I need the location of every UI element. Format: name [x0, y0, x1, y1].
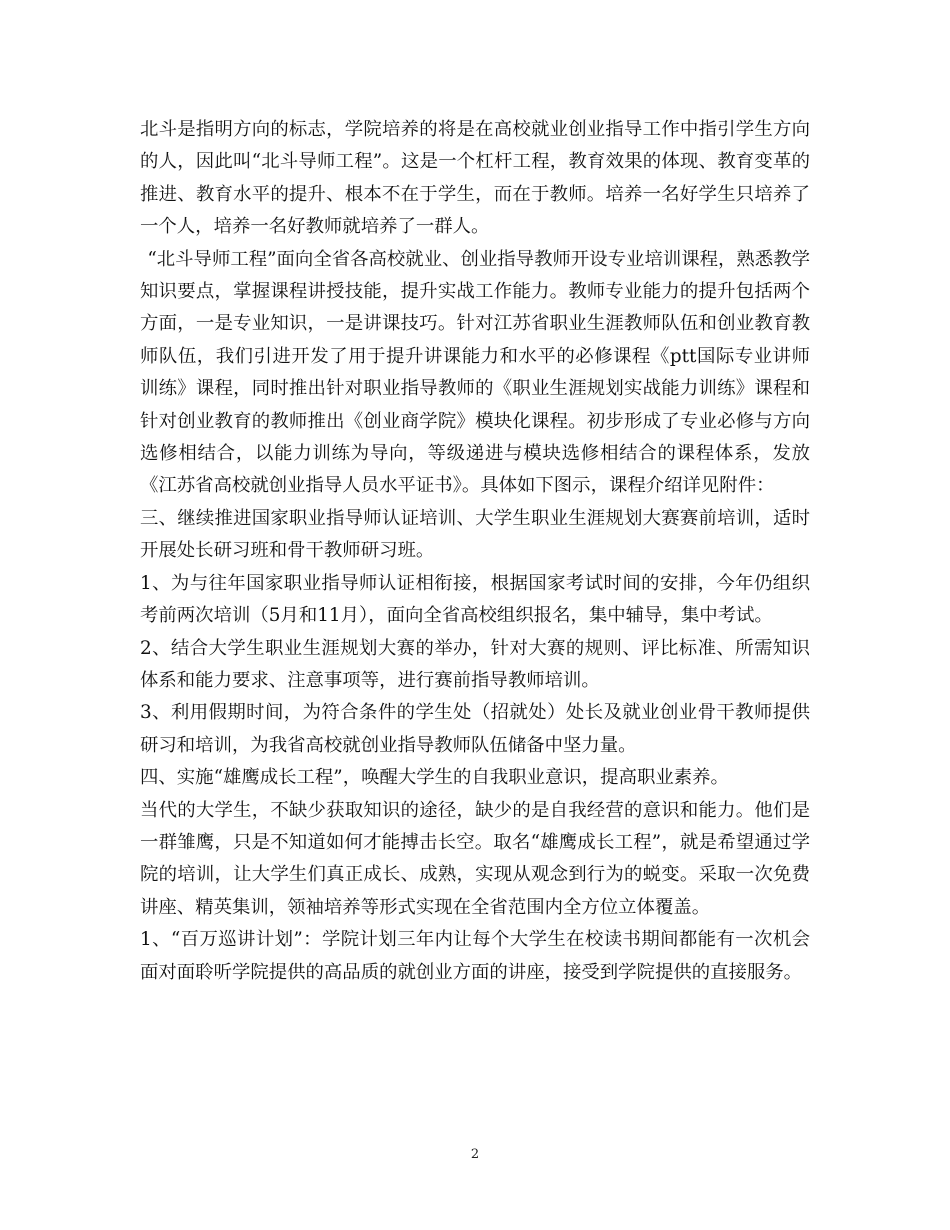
paragraph-eagle-program: 当代的大学生，不缺少获取知识的途径，缺少的是自我经营的意识和能力。他们是一群雏鹰，只是不知道如何才能搏击长空。取名“雄鹰成长工程”，就是希望通过学院的培训，让大学生们真正成长、成熟，实现从观念到行为的蜕变。采取一次免费讲座、精英集训，领袖培养等形式实现在全省范围内全方位立体覆盖。 — [140, 799, 810, 918]
paragraph-million-lecture-plan: 1、“百万巡讲计划”：学院计划三年内让每个大学生在校读书期间都能有一次机会面对面聆听学院提供的高品质的就创业方面的讲座，接受到学院提供的直接服务。 — [140, 929, 810, 983]
paragraph-section-four-heading: 四、实施“雄鹰成长工程”，唤醒大学生的自我职业意识，提高职业素养。 — [140, 767, 729, 789]
paragraph-item-3: 3、利用假期时间，为符合条件的学生处（招就处）处长及就业创业骨干教师提供研习和培训，为我省高校就创业指导教师队伍储备中坚力量。 — [140, 702, 810, 756]
paragraph-item-2: 2、结合大学生职业生涯规划大赛的举办，针对大赛的规则、评比标准、所需知识体系和能力要求、注意事项等，进行赛前指导教师培训。 — [140, 637, 810, 691]
document-body — [140, 114, 810, 989]
paragraph-section-three-heading: 三、继续推进国家职业指导师认证培训、大学生职业生涯规划大赛赛前培训，适时开展处长研习班和骨干教师研习班。 — [140, 507, 810, 562]
paragraph-beidou-program: “北斗导师工程”面向全省各高校就业、创业指导教师开设专业培训课程，熟悉教学知识要点，掌握课程讲授技能，提升实战工作能力。教师专业能力的提升包括两个方面，一是专业知识，一是讲课技巧。针对江苏省职业生涯教师队伍和创业教育教师队伍，我们引进开发了用于提升讲课能力和水平的必修课程《ptt国际专业讲师训练》课程，同时推出针对职业指导教师的《职业生涯规划实战能力训练》课程和针对创业教育的教师推出《创业商学院》模块化课程。初步形成了专业必修与方向选修相结合，以能力训练为导向，等级递进与模块选修相结合的课程体系，发放《江苏省高校就创业指导人员水平证书》。具体如下图示，课程介绍详见附件： — [140, 248, 810, 497]
page-number: 2 — [470, 1147, 480, 1162]
paragraph-item-1: 1、为与往年国家职业指导师认证相衔接，根据国家考试时间的安排，今年仍组织考前两次培训（5月和11月），面向全省高校组织报名，集中辅导，集中考试。 — [140, 572, 810, 627]
paragraph-beidou-meaning: 北斗是指明方向的标志，学院培养的将是在高校就业创业指导工作中指引学生方向的人，因此叫“北斗导师工程”。这是一个杠杆工程，教育效果的体现、教育变革的推进、教育水平的提升、根本不在于学生，而在于教师。培养一名好学生只培养了一个人，培养一名好教师就培养了一群人。 — [140, 119, 810, 238]
